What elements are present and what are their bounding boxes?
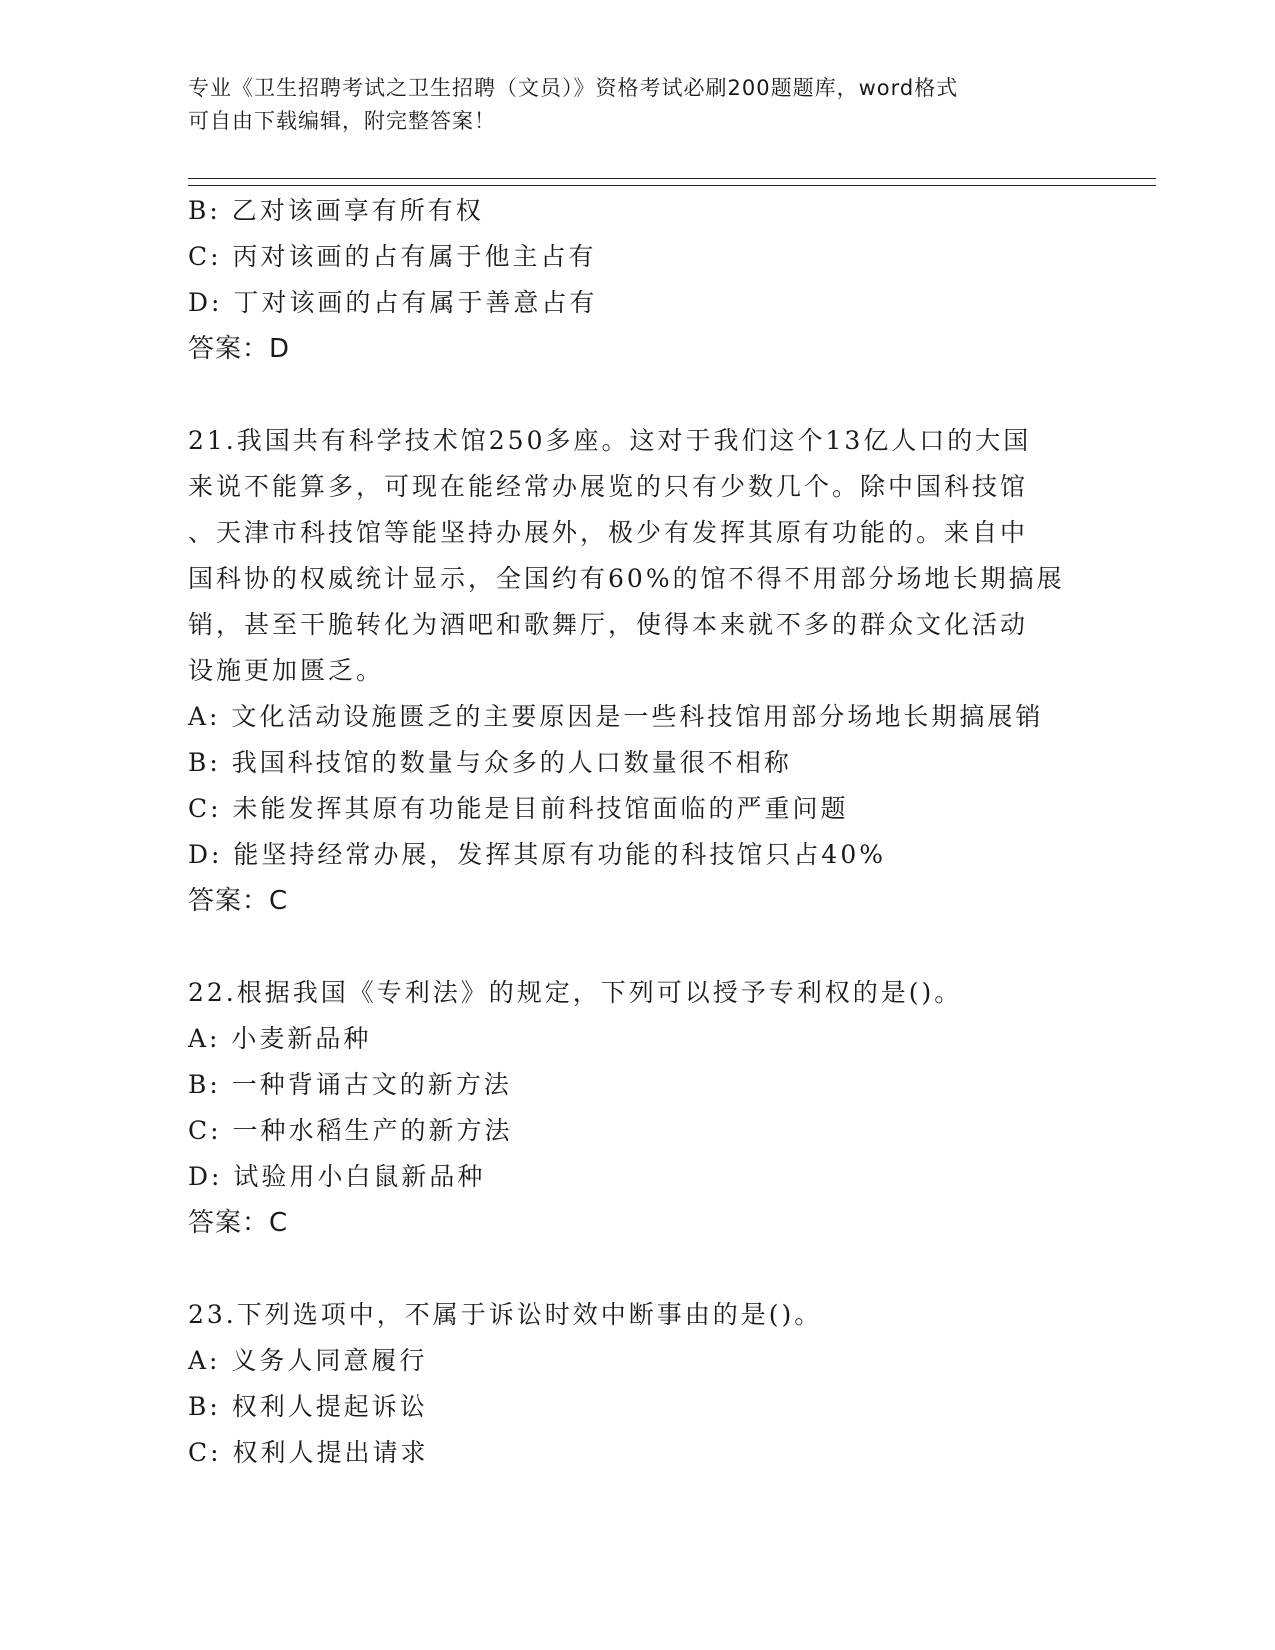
page-header <box>188 72 1088 138</box>
question-line: C: 权利人提出请求 <box>188 1438 429 1467</box>
question-line: 、天津市科技馆等能坚持办展外，极少有发挥其原有功能的。来自中 <box>188 518 1029 547</box>
question-line: D: 丁对该画的占有属于善意占有 <box>188 288 598 317</box>
question-line: 22.根据我国《专利法》的规定，下列可以授予专利权的是()。 <box>188 978 963 1007</box>
question-line: D: 试验用小白鼠新品种 <box>188 1162 486 1191</box>
question-line: A: 文化活动设施匮乏的主要原因是一些科技馆用部分场地长期搞展销 <box>188 702 1044 731</box>
question-line: 国科协的权威统计显示，全国约有60%的馆不得不用部分场地长期搞展 <box>188 564 1065 593</box>
question-line: B: 我国科技馆的数量与众多的人口数量很不相称 <box>188 748 792 777</box>
answer-line: 答案：C <box>188 1208 289 1238</box>
question-line: C: 未能发挥其原有功能是目前科技馆面临的严重问题 <box>188 794 849 823</box>
question-line: 21.我国共有科学技术馆250多座。这对于我们这个13亿人口的大国 <box>188 426 1032 455</box>
block-spacer <box>188 372 1088 418</box>
question-line: 设施更加匮乏。 <box>188 656 385 685</box>
question-line: B: 一种背诵古文的新方法 <box>188 1070 512 1099</box>
question-content <box>188 188 1088 1476</box>
block-spacer <box>188 1246 1088 1292</box>
question-block <box>188 188 1088 372</box>
block-spacer <box>188 924 1088 970</box>
question-line: D: 能坚持经常办展，发挥其原有功能的科技馆只占40% <box>188 840 886 869</box>
question-line: B: 乙对该画享有所有权 <box>188 196 484 225</box>
question-line: C: 丙对该画的占有属于他主占有 <box>188 242 597 271</box>
question-line: B: 权利人提起诉讼 <box>188 1392 428 1421</box>
question-line: 销，甚至干脆转化为酒吧和歌舞厅，使得本来就不多的群众文化活动 <box>188 610 1029 639</box>
answer-line: 答案：D <box>188 334 291 364</box>
question-block <box>188 970 1088 1246</box>
question-block <box>188 418 1088 924</box>
header-title-line-1: 专业《卫生招聘考试之卫生招聘（文员）》资格考试必刷200题题库，word格式 <box>188 76 959 100</box>
question-block <box>188 1292 1088 1476</box>
answer-line: 答案：C <box>188 886 289 916</box>
question-line: A: 义务人同意履行 <box>188 1346 428 1375</box>
question-line: 来说不能算多，可现在能经常办展览的只有少数几个。除中国科技馆 <box>188 472 1029 501</box>
header-title-line-2: 可自由下载编辑，附完整答案！ <box>188 109 496 133</box>
question-line: 23.下列选项中，不属于诉讼时效中断事由的是()。 <box>188 1300 823 1329</box>
question-line: A: 小麦新品种 <box>188 1024 372 1053</box>
question-line: C: 一种水稻生产的新方法 <box>188 1116 513 1145</box>
header-divider <box>188 178 1156 186</box>
